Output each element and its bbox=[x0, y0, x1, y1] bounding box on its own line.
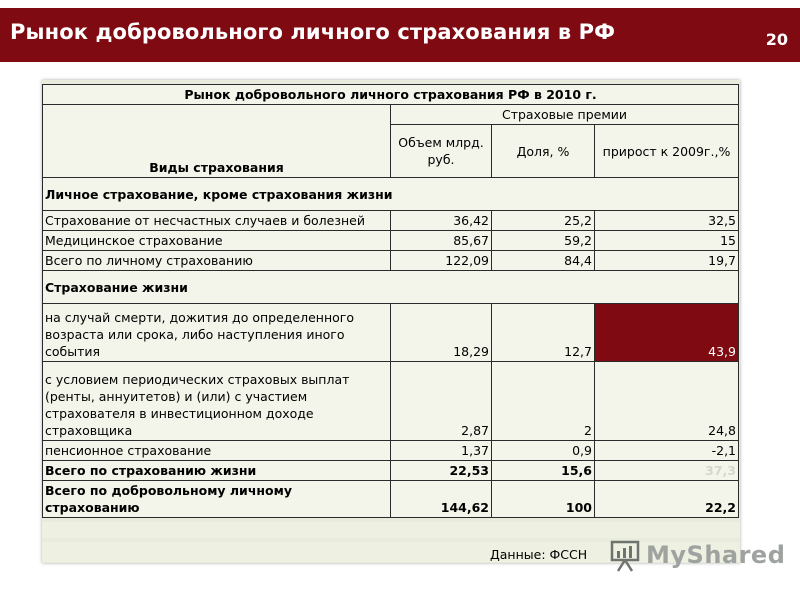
row-volume: 18,29 bbox=[391, 304, 492, 362]
col-growth-header: прирост к 2009г.,% bbox=[595, 125, 739, 178]
total-row bbox=[43, 481, 739, 518]
row-name: с условием периодических страховых выплат (ренты, аннуитетов) и (или) с участием страхователя в инвестиционном доходе страховщика bbox=[43, 362, 391, 441]
row-share: 2 bbox=[492, 362, 595, 441]
total-all-name: Всего по добровольному личному страхованию bbox=[43, 481, 391, 518]
section-title: Страхование жизни bbox=[43, 271, 739, 304]
title-banner bbox=[0, 8, 800, 62]
row-volume: 2,87 bbox=[391, 362, 492, 441]
section-title: Личное страхование, кроме страхования жизни bbox=[43, 178, 739, 211]
watermark-text: MyShared bbox=[646, 541, 786, 569]
row-name: Страхование от несчастных случаев и болезней bbox=[43, 211, 391, 231]
row-share: 59,2 bbox=[492, 231, 595, 251]
row-volume: 122,09 bbox=[391, 251, 492, 271]
total-all-share: 100 bbox=[492, 481, 595, 518]
row-volume: 85,67 bbox=[391, 231, 492, 251]
total-life-name: Всего по страхованию жизни bbox=[43, 461, 391, 481]
row-name: Всего по личному страхованию bbox=[43, 251, 391, 271]
section-row bbox=[43, 271, 739, 304]
total-life-volume: 22,53 bbox=[391, 461, 492, 481]
insurance-table bbox=[42, 84, 739, 518]
row-share: 12,7 bbox=[492, 304, 595, 362]
row-name: на случай смерти, дожития до определенного возраста или срока, либо наступления иного события bbox=[43, 304, 391, 362]
row-name: Медицинское страхование bbox=[43, 231, 391, 251]
group-header: Страховые премии bbox=[391, 105, 739, 125]
slide-title: Рынок добровольного личного страхования в РФ bbox=[10, 20, 616, 44]
table-caption-row bbox=[43, 85, 739, 105]
row-share: 84,4 bbox=[492, 251, 595, 271]
total-all-growth: 22,2 bbox=[595, 481, 739, 518]
table-row bbox=[43, 304, 739, 362]
table-row bbox=[43, 251, 739, 271]
table-row bbox=[43, 441, 739, 461]
watermark-logo bbox=[608, 538, 786, 572]
chart-presenter-icon bbox=[608, 538, 644, 572]
row-growth: -2,1 bbox=[595, 441, 739, 461]
col-type-header: Виды страхования bbox=[43, 105, 391, 178]
page-number: 20 bbox=[765, 30, 788, 49]
table-caption: Рынок добровольного личного страхования РФ в 2010 г. bbox=[43, 85, 739, 105]
row-volume: 1,37 bbox=[391, 441, 492, 461]
col-share-header: Доля, % bbox=[492, 125, 595, 178]
table-row bbox=[43, 231, 739, 251]
group-header-row bbox=[43, 105, 739, 125]
total-life-growth: 37,3 bbox=[595, 461, 739, 481]
row-growth: 32,5 bbox=[595, 211, 739, 231]
total-all-volume: 144,62 bbox=[391, 481, 492, 518]
row-growth: 24,8 bbox=[595, 362, 739, 441]
section-row bbox=[43, 178, 739, 211]
footer-band bbox=[42, 522, 740, 538]
table-row bbox=[43, 362, 739, 441]
row-growth: 19,7 bbox=[595, 251, 739, 271]
row-volume: 36,42 bbox=[391, 211, 492, 231]
total-life-share: 15,6 bbox=[492, 461, 595, 481]
row-name: пенсионное страхование bbox=[43, 441, 391, 461]
total-row bbox=[43, 461, 739, 481]
row-growth: 15 bbox=[595, 231, 739, 251]
data-source: Данные: ФССН bbox=[490, 547, 588, 562]
table-row bbox=[43, 211, 739, 231]
row-share: 25,2 bbox=[492, 211, 595, 231]
row-growth-highlight: 43,9 bbox=[595, 304, 739, 362]
row-share: 0,9 bbox=[492, 441, 595, 461]
col-volume-header: Объем млрд. руб. bbox=[391, 125, 492, 178]
